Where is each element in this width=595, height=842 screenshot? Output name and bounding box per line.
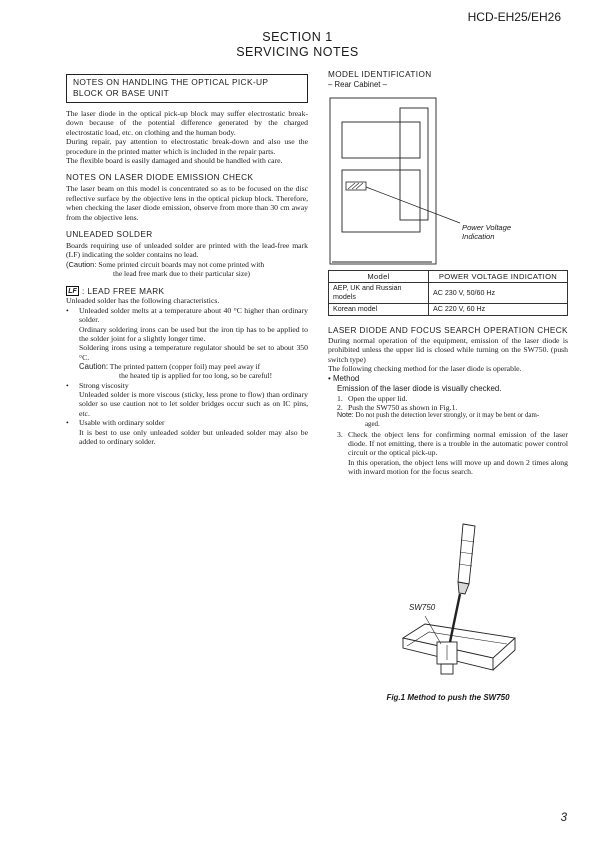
paragraph: Boards requiring use of unleaded solder are printed with the lead-free mark (LF) indicating the solder contains no lead.: [66, 241, 308, 260]
list-item: 2. Push the SW750 as shown in Fig.1.: [337, 403, 458, 413]
page-number: 3: [560, 812, 567, 824]
unleaded-solder-heading: UNLEADED SOLDER: [66, 230, 153, 240]
table-row: [329, 283, 568, 304]
method-title: Method: [332, 373, 360, 383]
cabinet-panel-top: [342, 122, 420, 158]
sw750-leader-line: [425, 616, 441, 644]
leader-line: [366, 187, 460, 223]
table-cell: Korean model: [329, 304, 429, 316]
sw750-label: SW750: [409, 603, 436, 612]
rear-cabinet-diagram: [328, 90, 568, 266]
list-item: • Usable with ordinary solder It is best to use only unleaded solder but unleaded solder may also be added to ordinary solder.: [66, 418, 308, 446]
lead-free-title: : LEAD FREE MARK: [82, 286, 165, 296]
section-heading: [0, 30, 595, 60]
figure-caption: Fig.1 Method to push the SW750: [386, 693, 510, 702]
method-heading: [328, 374, 568, 384]
right-lower-content: [328, 268, 568, 477]
list-item: 3. Check the object lens for confirming normal emission of the laser diode. If not emitting, there is a trouble in the automatic power control circuit or the optical pick-up. In this operation, the object lens will move up and down 2 times along with inward motion for the focus search.: [337, 429, 568, 477]
paragraph: The laser diode in the optical pick-up block may suffer electrostatic break-down because of the potential difference generated by the charged electrostatic load, etc. on clothing and the human body.: [66, 109, 308, 137]
check-steps-list: [328, 394, 568, 413]
right-column: [328, 70, 568, 90]
caution-label: (Caution:: [66, 259, 97, 269]
note-cont: aged.: [365, 421, 380, 429]
list-item-detail: Ordinary soldering irons can be used but the iron tip has to be applied to the solder joint for a slightly longer time.: [79, 324, 308, 343]
rear-cabinet-label: – Rear Cabinet –: [328, 80, 387, 89]
table-header-row: [329, 271, 568, 283]
model-number: HCD-EH25/EH26: [467, 10, 561, 24]
caution-text: Some printed circuit boards may not come printed with: [98, 259, 265, 269]
paragraph: Unleaded solder has the following characteristics.: [66, 296, 220, 306]
caution-text-cont: the lead free mark due to their particular size): [113, 269, 251, 279]
model-identification-heading: MODEL IDENTIFICATION: [328, 70, 432, 79]
sw750-push-illustration: [395, 520, 525, 690]
method-bullet: •: [328, 373, 331, 383]
list-item-detail: It is best to use only unleaded solder but unleaded solder may also be added to ordinary solder.: [79, 427, 308, 446]
caution-note: Caution: The printed pattern (copper foil) may peel away if: [79, 362, 261, 372]
power-voltage-label: Power Voltage: [462, 223, 512, 232]
method-description: Emission of the laser diode is visually checked.: [337, 383, 502, 393]
check-steps-list-cont: [328, 430, 568, 477]
list-item: 1. Open the upper lid.: [337, 393, 408, 403]
table-cell: AEP, UK and Russian models: [329, 283, 429, 304]
note-label: Note:: [337, 412, 354, 420]
section-title: SERVICING NOTES: [236, 45, 359, 59]
list-item: • Strong viscosity Unleaded solder is more viscous (sticky, less prone to flow) than ordinary solder so use caution not to let solder bridges occur such as on IC pins, etc.: [66, 380, 308, 418]
caution-label: Caution:: [79, 362, 109, 372]
laser-focus-check-heading: LASER DIODE AND FOCUS SEARCH OPERATION CHECK: [328, 326, 568, 335]
list-item-detail: In this operation, the object lens will move up and down 2 times along with inward motion for the focus search.: [348, 457, 568, 477]
paragraph: During normal operation of the equipment, emission of the laser diode is prohibited unless the upper lid is closed while turning on the SW750. (push switch type): [328, 336, 568, 364]
screwdriver-shaft: [450, 594, 460, 642]
optical-pickup-box-title: NOTES ON HANDLING THE OPTICAL PICK-UP BLOCK OR BASE UNIT: [66, 74, 308, 103]
caution-note: [66, 260, 308, 269]
left-column: [66, 74, 308, 446]
list-item-detail: Soldering irons using a temperature regulator should be set to about 350 °C.: [79, 343, 308, 362]
section-number: SECTION 1: [262, 30, 333, 44]
list-item: • Unleaded solder melts at a temperature about 40 °C higher than ordinary solder. Ordinary soldering irons can be used but the iron tip has to be applied to the solder joint for a slightly longer time. Soldering irons using a temperature regulator should be set to about 350 °C. Caution: The printed pattern (copper foil) may peel away if the heated tip is applied for too long, so be careful!: [66, 305, 308, 381]
base-unit-outline: [403, 624, 515, 658]
table-cell: AC 230 V, 50/60 Hz: [429, 283, 568, 304]
lead-free-logo-icon: LF: [66, 286, 79, 296]
paragraph: During repair, pay attention to electrostatic break-down and also use the procedure in the printed matter which is included in the repair parts.: [66, 137, 308, 156]
list-item-detail: Unleaded solder is more viscous (sticky, less prone to flow) than ordinary solder so use caution not to let solder bridges occur such as on IC pins, etc.: [79, 389, 308, 418]
laser-emission-heading: NOTES ON LASER DIODE EMISSION CHECK: [66, 173, 254, 183]
table-row: [329, 304, 568, 316]
caution-text-cont: the heated tip is applied for too long, so be careful!: [119, 371, 273, 381]
indication-label: Indication: [462, 232, 495, 241]
power-voltage-table: [328, 270, 568, 316]
paragraph: The following checking method for the laser diode is operable.: [328, 364, 522, 374]
paragraph: The flexible board is easily damaged and should be handled with care.: [66, 156, 283, 166]
solder-characteristics-list: [66, 306, 308, 447]
lead-free-mark-heading: [66, 286, 308, 296]
cabinet-side-panel: [400, 108, 428, 220]
paragraph: The laser beam on this model is concentrated so as to be focused on the disc reflective surface by the objective lens in the optical pickup block. Therefore, when checking the laser diode emission, observe from more than 30 cm away from the objective lens.: [66, 184, 308, 222]
column-header-model: Model: [329, 271, 429, 283]
cabinet-panel-bottom: [342, 170, 420, 232]
note: Note: Do not push the detection lever strongly, or it may be bent or dam-: [337, 412, 540, 420]
column-header-voltage: POWER VOLTAGE INDICATION: [429, 271, 568, 283]
table-cell: AC 220 V, 60 Hz: [429, 304, 568, 316]
